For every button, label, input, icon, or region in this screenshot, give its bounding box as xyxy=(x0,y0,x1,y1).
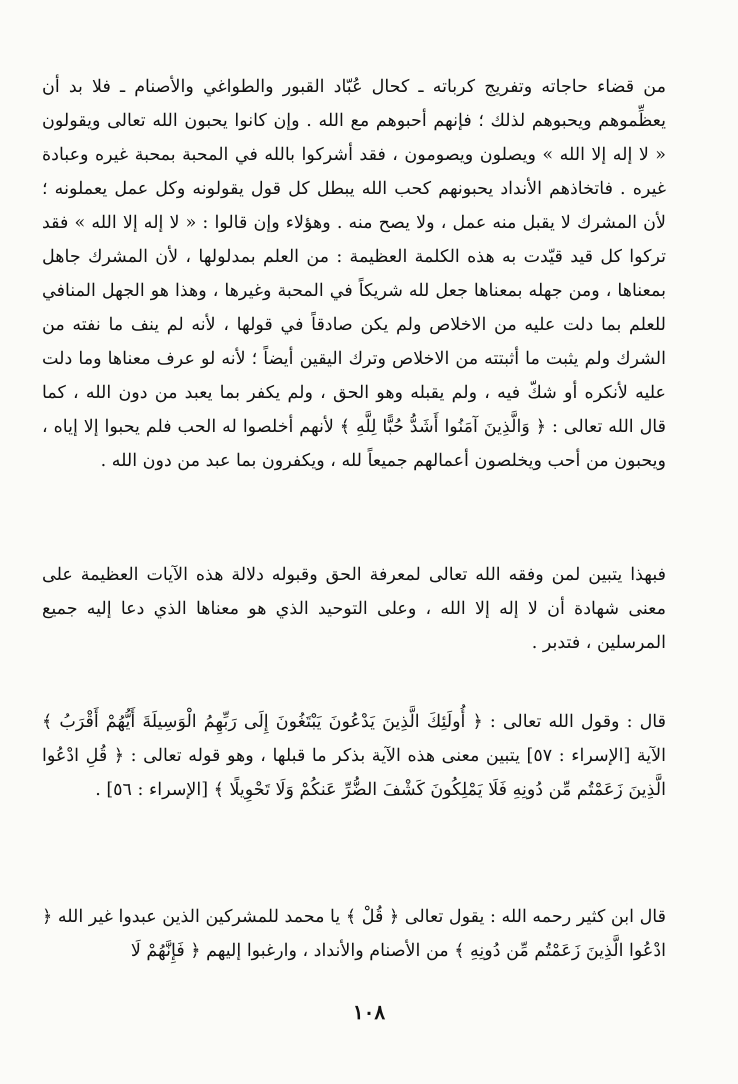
paragraph-ibn-kathir: قال ابن كثير رحمه الله : يقول تعالى ﴿ قُلْ ﴾ يا محمد للمشركين الذين عبدوا غير الله ﴿ ادْعُوا الَّذِينَ زَعَمْتُم مِّن دُونِهِ ﴾ من الأصنام والأنداد ، وارغبوا إليهم ﴿ فَإِنَّهُمْ لَا xyxy=(42,907,666,961)
paragraph-meaning-of-shahada: فبهذا يتبين لمن وفقه الله تعالى لمعرفة الحق وقبوله دلالة هذه الآيات العظيمة على معنى شهادة أن لا إله إلا الله ، وعلى التوحيد الذي هو معناها الذي دعا إليه جميع المرسلين ، فتدبر . xyxy=(42,565,666,653)
page-number: ١٠٨ xyxy=(352,1000,386,1024)
paragraph-love-and-shirk: من قضاء حاجاته وتفريج كرباته ـ كحال عُبّاد القبور والطواغي والأصنام ـ فلا بد أن يعظِّموهم ويحبوهم لذلك ؛ فإنهم أحبوهم مع الله . وإن كانوا يحبون الله تعالى ويقولون « لا إله إلا الله » ويصلون ويصومون ، فقد أشركوا بالله في المحبة بمحبة غيره وعبادة غيره . فاتخاذهم الأنداد يحبونهم كحب الله يبطل كل قول يقولونه وكل عمل يعملونه ؛ لأن المشرك لا يقبل منه عمل ، ولا يصح منه . وهؤلاء وإن قالوا : « لا إله إلا الله » فقد تركوا كل قيد قيّدت به هذه الكلمة العظيمة : من العلم بمدلولها ، لأن المشرك جاهل بمعناها ، ومن جهله بمعناها جعل لله شريكاً في المحبة وغيرها ، وهذا هو الجهل المنافي للعلم بما دلت عليه من الاخلاص ولم يكن صادقاً في قولها ، لأنه لم ينف ما نفته من الشرك ولم يثبت ما أثبتته من الاخلاص وترك اليقين أيضاً ؛ لأنه لو عرف معناها وما دلت عليه لأنكره أو شكّ فيه ، ولم يقبله وهو الحق ، ولم يكفر بما يعبد من دون الله ، كما قال الله تعالى : ﴿ وَالَّذِينَ آمَنُوا أَشَدُّ حُبًّا لِلَّهِ ﴾ لأنهم أخلصوا له الحب فلم يحبوا إلا إياه ، ويحبون من أحب ويخلصون أعمالهم جميعاً لله ، ويكفرون بما عبد من دون الله . xyxy=(42,77,666,471)
paragraph-verse-isra-57: قال : وقول الله تعالى : ﴿ أُولَئِكَ الَّذِينَ يَدْعُونَ يَبْتَغُونَ إِلَى رَبِّهِمُ الْوَسِيلَةَ أَيُّهُمْ أَقْرَبُ ﴾ الآية [الإسراء : ٥٧] يتبين معنى هذه الآية بذكر ما قبلها ، وهو قوله تعالى : ﴿ قُلِ ادْعُوا الَّذِينَ زَعَمْتُم مِّن دُونِهِ فَلَا يَمْلِكُونَ كَشْفَ الضُّرِّ عَنكُمْ وَلَا تَحْوِيلًا ﴾ [الإسراء : ٥٦] . xyxy=(42,712,666,800)
